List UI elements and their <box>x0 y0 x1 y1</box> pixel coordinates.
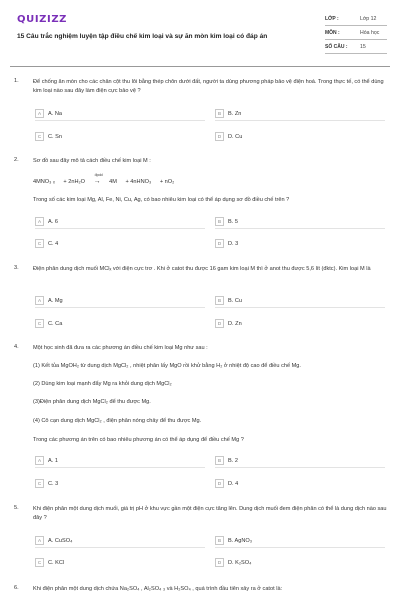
option-d[interactable] <box>215 478 238 489</box>
option-divider <box>215 547 385 548</box>
option-c[interactable] <box>35 318 62 329</box>
option-divider <box>215 467 385 468</box>
equation-term: + 2nH₂O <box>63 179 86 185</box>
question-text: Để chống ăn mòn cho các chân cột thu lôi bằng thép chôn dưới đất, người ta dùng phương pháp bảo vệ điện hoá. Trong thực tế, có thể dùng kim loại nào sau đây làm điện cực bảo vệ ? <box>33 79 384 94</box>
question-number: 4. <box>14 344 19 350</box>
option-d[interactable] <box>215 238 238 249</box>
option-d[interactable] <box>215 318 242 329</box>
option-a[interactable] <box>35 216 58 227</box>
arrow-label: đpdd <box>94 173 103 177</box>
option-letter-box: D <box>215 132 224 141</box>
meta-panel <box>325 12 387 54</box>
question-number: 5. <box>14 505 19 511</box>
reaction-arrow-icon <box>93 173 103 185</box>
arrow-glyph: → <box>93 178 101 185</box>
option-divider <box>35 120 205 121</box>
method-line-3: (3)Điện phân dung dịch MgCl₂ để thu được Mg. <box>33 399 151 405</box>
option-text: B. Zn <box>228 110 242 117</box>
option-letter-box: A <box>35 217 44 226</box>
method-line-1: (1) Kết tủa MgOH₂ từ dung dịch MgCl₂ , nhiệt phân lấy MgO rồi khử bằng H₂ ở nhiệt độ cao để điều chế Mg. <box>33 363 301 369</box>
meta-label: MÔN : <box>325 29 340 36</box>
question-text: Sơ đồ sau đây mô tả cách điều chế kim loại M : <box>33 158 151 164</box>
meta-row-grade <box>325 12 387 26</box>
option-divider <box>215 307 385 308</box>
option-letter-box: D <box>215 479 224 488</box>
option-c[interactable] <box>35 131 62 142</box>
equation-term: + nO₂ <box>159 179 175 185</box>
option-divider <box>35 547 205 548</box>
method-line-2: (2) Dùng kim loại mạnh đẩy Mg ra khỏi dung dịch MgCl₂ <box>33 381 172 387</box>
meta-value: 15 <box>360 43 366 50</box>
question-number: 6. <box>14 585 19 591</box>
option-divider <box>35 467 205 468</box>
option-b[interactable] <box>215 216 238 227</box>
option-text: D. 4 <box>228 480 239 487</box>
option-text: D. 3 <box>228 240 239 247</box>
quizizz-logo: QUIZIZZ <box>17 14 68 25</box>
option-text: A. Mg <box>48 297 63 304</box>
option-letter-box: B <box>215 536 224 545</box>
option-text: A. 6 <box>48 218 58 225</box>
option-letter-box: C <box>35 132 44 141</box>
equation-term: 4M <box>109 179 117 185</box>
question-text: Khi điện phân một dung dịch muối, giá trị pH ở khu vực gần một điện cực tăng lên. Dung dịch muối đem điện phân có thể là dung dịch nào sau đây ? <box>33 506 387 521</box>
option-letter-box: B <box>215 456 224 465</box>
method-line-4: (4) Cô cạn dung dịch MgCl₂ , điện phân nóng chảy để thu được Mg. <box>33 418 202 424</box>
option-letter-box: D <box>215 558 224 567</box>
option-a[interactable] <box>35 535 72 546</box>
option-text: D. K₂SO₄ <box>228 559 252 566</box>
option-divider <box>215 228 385 229</box>
document-title: 15 Câu trắc nghiệm luyện tập điều chế kim loại và sự ăn mòn kim loại có đáp án <box>17 33 268 40</box>
option-text: A. Na <box>48 110 62 117</box>
worksheet-header <box>0 0 400 66</box>
option-text: B. 2 <box>228 457 238 464</box>
option-c[interactable] <box>35 478 58 489</box>
option-d[interactable] <box>215 131 242 142</box>
option-letter-box: D <box>215 239 224 248</box>
header-divider <box>10 66 390 67</box>
equation-term: 4MNO₃ ₓ <box>33 179 55 185</box>
question-text-continued: Trong số các kim loại Mg, Al, Fe, Ni, Cu, Ag, có bao nhiêu kim loại có thể áp dụng sơ đồ điều chế trên ? <box>33 197 290 203</box>
reaction-equation <box>33 173 181 185</box>
option-text: C. 4 <box>48 240 59 247</box>
option-text: D. Zn <box>228 320 242 327</box>
option-letter-box: B <box>215 217 224 226</box>
option-letter-box: D <box>215 319 224 328</box>
option-letter-box: A <box>35 296 44 305</box>
option-letter-box: B <box>215 296 224 305</box>
meta-value: Hóa học <box>360 29 380 36</box>
option-letter-box: C <box>35 558 44 567</box>
meta-row-subject <box>325 26 387 40</box>
option-text: C. 3 <box>48 480 59 487</box>
option-letter-box: B <box>215 109 224 118</box>
option-b[interactable] <box>215 455 238 466</box>
option-letter-box: A <box>35 456 44 465</box>
option-d[interactable] <box>215 557 251 568</box>
question-number: 2. <box>14 157 19 163</box>
meta-label: LỚP : <box>325 15 339 22</box>
meta-row-count <box>325 40 387 54</box>
option-a[interactable] <box>35 295 63 306</box>
option-text: A. CuSO₄ <box>48 537 73 544</box>
option-c[interactable] <box>35 238 58 249</box>
option-text: D. Cu <box>228 133 243 140</box>
question-text: Khi điện phân một dung dịch chứa Na₂SO₄ , Al₂SO₄ ₃ và H₂SO₄ , quá trình đầu tiên xảy ra ở catot là: <box>33 586 283 592</box>
question-text: Điện phân dung dịch muối MClₓ với điện cực trơ . Khi ở catot thu được 16 gam kim loại M thì ở anot thu được 5,6 lít (đktc). Kim loại M là <box>33 266 371 272</box>
question-number: 1. <box>14 78 19 84</box>
meta-label: SỐ CÂU : <box>325 43 348 50</box>
equation-term: + 4nHNO₃ <box>125 179 152 185</box>
option-b[interactable] <box>215 108 241 119</box>
option-b[interactable] <box>215 295 242 306</box>
option-text: B. AgNO₃ <box>228 537 253 544</box>
option-text: A. 1 <box>48 457 58 464</box>
meta-value: Lớp 12 <box>360 15 377 22</box>
option-b[interactable] <box>215 535 252 546</box>
option-a[interactable] <box>35 455 58 466</box>
option-divider <box>215 120 385 121</box>
option-c[interactable] <box>35 557 64 568</box>
option-letter-box: C <box>35 239 44 248</box>
question-text: Một học sinh đã đưa ra các phương án điều chế kim loại Mg như sau : <box>33 345 208 351</box>
option-divider <box>35 307 205 308</box>
option-text: B. 5 <box>228 218 238 225</box>
option-divider <box>35 228 205 229</box>
option-text: C. Sn <box>48 133 62 140</box>
option-letter-box: C <box>35 479 44 488</box>
question-prompt: Trong các phương án trên có bao nhiêu phương án có thể áp dụng để điều chế Mg ? <box>33 437 244 443</box>
option-text: C. KCl <box>48 559 65 566</box>
option-letter-box: A <box>35 109 44 118</box>
option-text: C. Ca <box>48 320 63 327</box>
option-a[interactable] <box>35 108 62 119</box>
option-text: B. Cu <box>228 297 242 304</box>
option-letter-box: C <box>35 319 44 328</box>
question-number: 3. <box>14 265 19 271</box>
option-letter-box: A <box>35 536 44 545</box>
